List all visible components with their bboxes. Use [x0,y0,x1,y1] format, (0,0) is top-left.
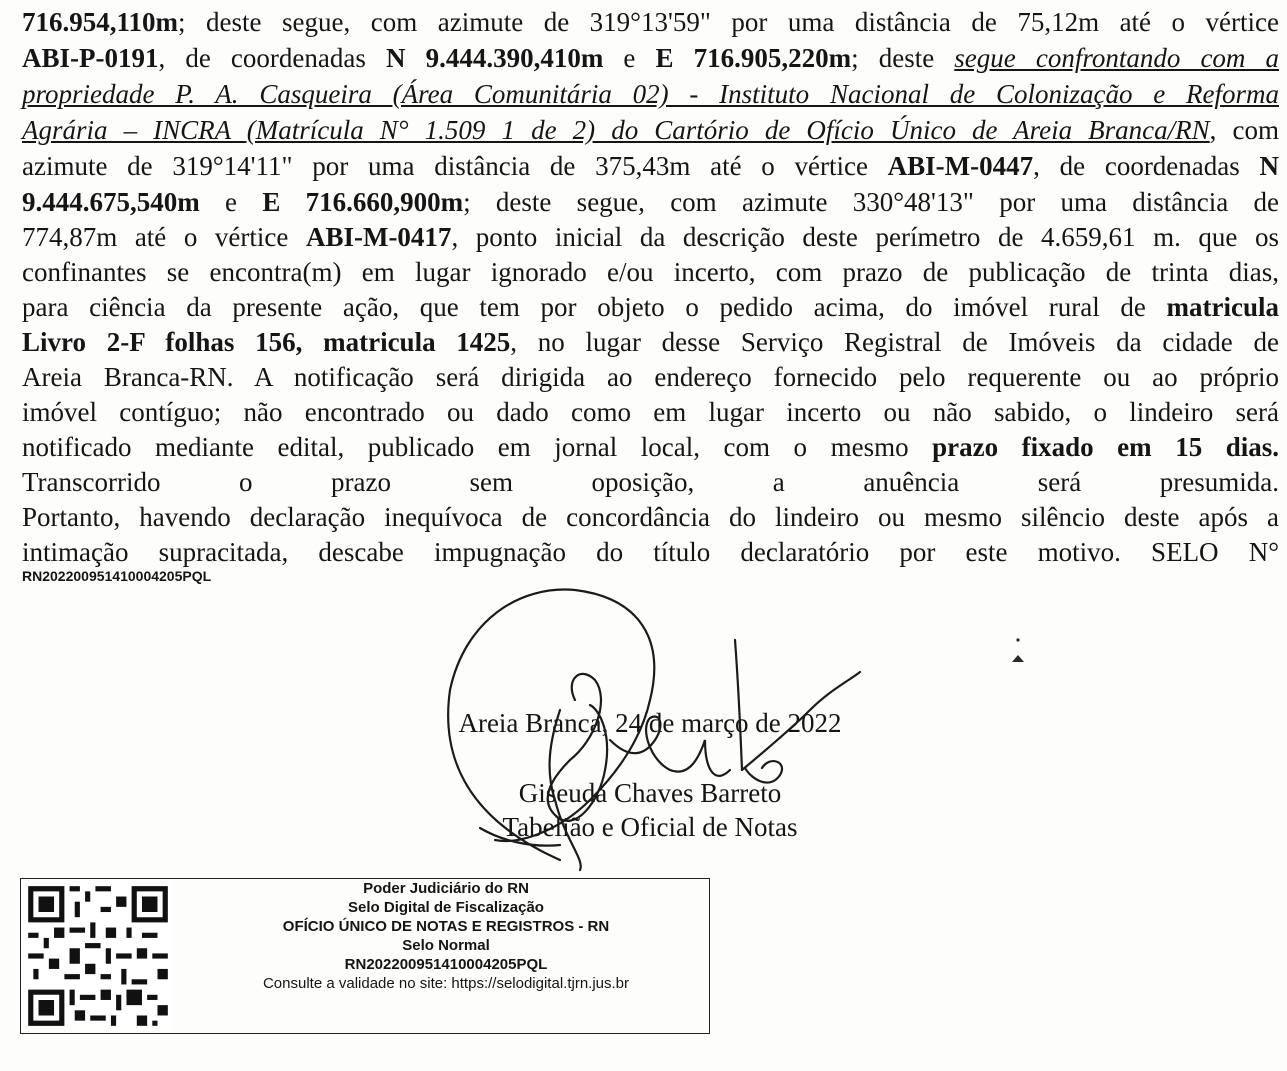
paragraph-line [22,465,1279,499]
paragraph-line [22,185,1279,219]
paragraph-line [22,77,1279,111]
text-run: propriedade P. A. Casqueira (Área Comunitária 02) - Instituto Nacional de Colonização e Reforma [22,79,1279,109]
text-run: segue confrontando com a [954,43,1280,73]
digital-seal-box [20,878,710,1034]
paragraph-line [22,113,1279,147]
seal-code: RN20220095141000420​5PQL [344,956,548,973]
text-run: ; deste segue, com azimute de 319°13'59" por uma distância de 75,12m até o vértice [178,7,1279,37]
text-run: Agrária – INCRA (Matrícula N° 1.509 1 de 2) do Cartório de Ofício Único de Areia Branca/RN [22,115,1210,145]
text-run: ABI-M-0417 [305,222,452,252]
paragraph-line [22,220,1279,254]
text-run: Transcorrido o prazo sem oposição, a anuência será presumida. [22,467,1279,497]
text-run: para ciência da presente ação, que tem por objeto o pedido acima, do imóvel rural de [22,292,1167,322]
text-run: , de coordenadas [158,43,386,73]
text-run: prazo fixado em 15 dias. [932,432,1280,462]
text-run: , ponto inicial da descrição deste perímetro de 4.659,61 m. que os [451,222,1279,252]
seal-text [181,879,711,993]
text-run: ABI-M-0447 [887,151,1034,181]
text-run: E 716.660,900m [262,187,464,217]
text-run: , com [1209,115,1279,145]
text-run: matricula [1166,292,1279,322]
text-run: Areia Branca-RN. A notificação será dirigida ao endereço fornecido pelo requerente ou ao próprio [22,362,1279,392]
paragraph-line [22,41,1279,75]
paragraph-line [22,360,1279,394]
place-date: Areia Branca, 24 de março de 2022 [458,708,842,738]
paragraph-line [22,535,1279,569]
text-run: ABI-P-0191 [22,43,159,73]
paragraph-line [22,290,1279,324]
text-run: confinantes se encontra(m) em lugar ignorado e/ou incerto, com prazo de publicação de trinta dias, [22,257,1279,287]
signer-role: Tabelião e Oficial de Notas [502,812,798,842]
text-run: e [199,187,263,217]
text-run: N 9.444.390,410m [385,43,604,73]
text-run: E 716.905,220m [655,43,852,73]
paragraph-line [22,325,1279,359]
paragraph-line [22,500,1279,534]
text-run: e [603,43,656,73]
text-run: , de coordenadas [1033,151,1260,181]
text-run: notificado mediante edital, publicado em jornal local, com o mesmo [22,432,933,462]
seal-line: Selo Digital de Fiscalização [348,899,544,916]
paragraph-line [22,5,1279,39]
text-run: ; deste segue, com azimute 330°48'13" por uma distância de [463,187,1280,217]
text-run: intimação supracitada, descabe impugnação do título declaratório por este motivo. SELO N° [22,537,1279,567]
paragraph-line [22,255,1279,289]
text-run: Portanto, havendo declaração inequívoca de concordância do lindeiro ou mesmo silêncio deste após a [22,502,1279,532]
text-run: 774,87m até o vértice [22,222,306,252]
text-run: imóvel contíguo; não encontrado ou dado como em lugar incerto ou não sabido, o lindeiro será [22,397,1279,427]
text-run: Livro 2-F folhas 156, matricula 1425 [22,327,511,357]
selo-code: RN20220095141000420​5PQL [22,568,212,584]
seal-line: Selo Normal [402,937,490,954]
paragraph-line [22,149,1279,183]
text-run: ; deste [851,43,955,73]
text-run: 9.444.675,540m [22,187,200,217]
signer-name: Giseuda Chaves Barreto [518,778,782,808]
paragraph-line [22,395,1279,429]
text-run: azimute de 319°14'11" por uma distância de 375,43m até o vértice [22,151,888,181]
text-run: N [1259,151,1279,181]
text-run: , no lugar desse Serviço Registral de Imóveis da cidade de [510,327,1279,357]
qr-code-icon [23,881,173,1031]
text-run: 716.954,110m [22,7,179,37]
paragraph-line [22,430,1279,464]
seal-line: Poder Judiciário do RN [363,880,529,897]
seal-line: OFÍCIO ÚNICO DE NOTAS E REGISTROS - RN [282,918,610,935]
seal-validation-link[interactable]: Consulte a validade no site: https://selodigital.tjrn.jus.br [262,975,630,992]
